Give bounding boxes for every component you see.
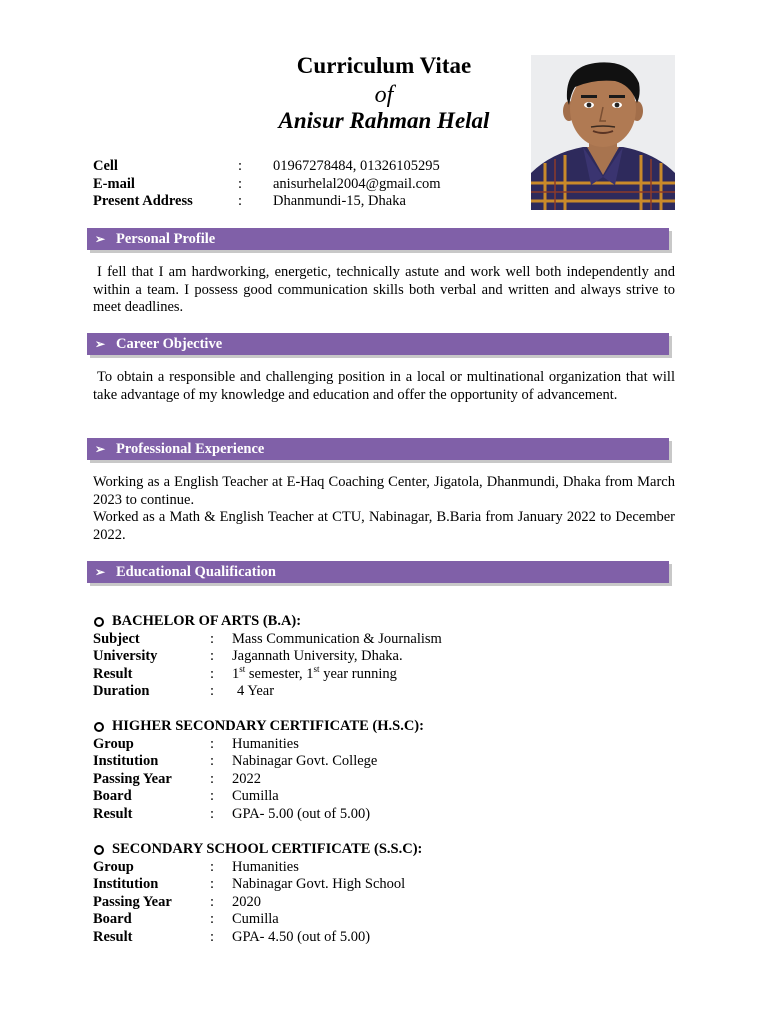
arrow-bullet-icon: ➢ (95, 337, 106, 351)
education-row (93, 683, 613, 701)
education-heading (93, 718, 613, 736)
candidate-name: Anisur Rahman Helal (278, 108, 490, 133)
contact-colon: : (238, 175, 243, 192)
education-colon: : (210, 648, 215, 664)
education-value: Nabinagar Govt. High School (232, 876, 406, 892)
education-label: Board (93, 911, 132, 927)
education-colon: : (210, 683, 215, 699)
experience-entry-1: Working as a English Teacher at E-Haq Coaching Center, Jigatola, Dhanmundi, Dhaka from March 2023 to continue. (93, 474, 675, 508)
education-colon: : (210, 858, 215, 875)
education-value: Mass Communication & Journalism (232, 630, 442, 647)
education-row (93, 771, 613, 789)
education-colon: : (210, 665, 215, 682)
education-ssc (93, 841, 613, 946)
education-colon: : (210, 893, 215, 910)
section-header-educational-qualification (87, 561, 669, 583)
contact-block (93, 158, 523, 211)
profile-photo (531, 55, 675, 210)
education-heading (93, 613, 613, 631)
experience-entry-2: Worked as a Math & English Teacher at CTU, Nabinagar, B.Baria from January 2022 to December 2022. (93, 509, 675, 543)
education-heading-text: BACHELOR OF ARTS (B.A): (112, 613, 302, 629)
education-colon: : (210, 630, 215, 647)
contact-value: 01967278484, 01326105295 (273, 158, 440, 174)
contact-row-email (93, 176, 523, 194)
education-heading-text: SECONDARY SCHOOL CERTIFICATE (S.S.C): (112, 841, 423, 857)
education-hsc (93, 718, 613, 823)
education-label: Subject (93, 630, 140, 647)
education-value: GPA- 4.50 (out of 5.00) (232, 928, 371, 945)
contact-label: Cell (93, 158, 118, 174)
education-value: Jagannath University, Dhaka. (232, 648, 403, 664)
education-label: Institution (93, 753, 159, 769)
section-title: Personal Profile (116, 231, 216, 247)
education-value: GPA- 5.00 (out of 5.00) (232, 805, 371, 822)
education-row (93, 894, 613, 912)
result-part: year running (319, 665, 397, 682)
education-row (93, 806, 613, 824)
education-label: University (93, 648, 158, 664)
education-heading (93, 841, 613, 859)
section-title: Professional Experience (116, 441, 265, 457)
education-label: Board (93, 788, 132, 804)
section-title: Career Objective (116, 336, 223, 352)
education-value: 2020 (232, 893, 261, 910)
contact-colon: : (238, 158, 243, 174)
education-row (93, 929, 613, 947)
education-label: Duration (93, 683, 150, 699)
education-label: Group (93, 735, 134, 752)
education-colon: : (210, 928, 215, 945)
education-row (93, 876, 613, 894)
circle-bullet-icon (94, 722, 104, 732)
education-value: 4 Year (237, 683, 275, 699)
education-value (232, 663, 397, 684)
education-row (93, 788, 613, 806)
education-row (93, 753, 613, 771)
education-row (93, 648, 613, 666)
education-colon: : (210, 805, 215, 822)
education-label: Institution (93, 876, 159, 892)
education-row (93, 736, 613, 754)
contact-value: anisurhelal2004@gmail.com (273, 175, 441, 192)
document-title: Curriculum Vitae (296, 53, 472, 78)
section-title: Educational Qualification (116, 564, 276, 580)
education-label: Result (93, 665, 133, 682)
arrow-bullet-icon: ➢ (95, 442, 106, 456)
education-row (93, 663, 613, 684)
arrow-bullet-icon: ➢ (95, 232, 106, 246)
contact-label: Present Address (93, 193, 193, 209)
education-label: Result (93, 928, 133, 945)
education-value: Nabinagar Govt. College (232, 753, 378, 769)
contact-value: Dhanmundi-15, Dhaka (273, 193, 406, 209)
education-colon: : (210, 735, 215, 752)
title-of: of (374, 82, 394, 108)
circle-bullet-icon (94, 845, 104, 855)
section-header-career-objective (87, 333, 669, 355)
education-colon: : (210, 876, 215, 892)
education-colon: : (210, 753, 215, 769)
education-value: 2022 (232, 770, 261, 787)
contact-row-cell (93, 158, 523, 176)
education-label: Result (93, 805, 133, 822)
contact-label: E-mail (93, 175, 135, 192)
section-header-professional-experience (87, 438, 669, 460)
section-header-personal-profile (87, 228, 669, 250)
circle-bullet-icon (94, 617, 104, 627)
personal-profile-text: I fell that I am hardworking, energetic, technically astute and work well both independently and within a team. I possess good communication skills both verbal and written and always strive to meet deadlines. (93, 264, 675, 315)
education-row (93, 631, 613, 649)
career-objective-text: To obtain a responsible and challenging position in a local or multinational organization that will take advantage of my knowledge and education and offer the opportunity of advancement. (93, 369, 675, 403)
education-label: Passing Year (93, 770, 172, 787)
ordinal-suffix: st (313, 663, 320, 674)
result-part: 1 (232, 665, 240, 682)
education-label: Group (93, 858, 134, 875)
education-heading-text: HIGHER SECONDARY CERTIFICATE (H.S.C): (112, 718, 424, 734)
education-value: Humanities (232, 858, 299, 875)
education-value: Cumilla (232, 911, 279, 927)
contact-colon: : (238, 193, 243, 209)
education-ba (93, 613, 613, 701)
education-row (93, 859, 613, 877)
education-colon: : (210, 788, 215, 804)
ordinal-suffix: st (239, 663, 246, 674)
education-label: Passing Year (93, 893, 172, 910)
arrow-bullet-icon: ➢ (95, 565, 106, 579)
education-colon: : (210, 911, 215, 927)
education-row (93, 911, 613, 929)
result-part: semester, 1 (245, 665, 314, 682)
education-value: Humanities (232, 735, 299, 752)
education-colon: : (210, 770, 215, 787)
education-value: Cumilla (232, 788, 279, 804)
contact-row-address (93, 193, 523, 211)
